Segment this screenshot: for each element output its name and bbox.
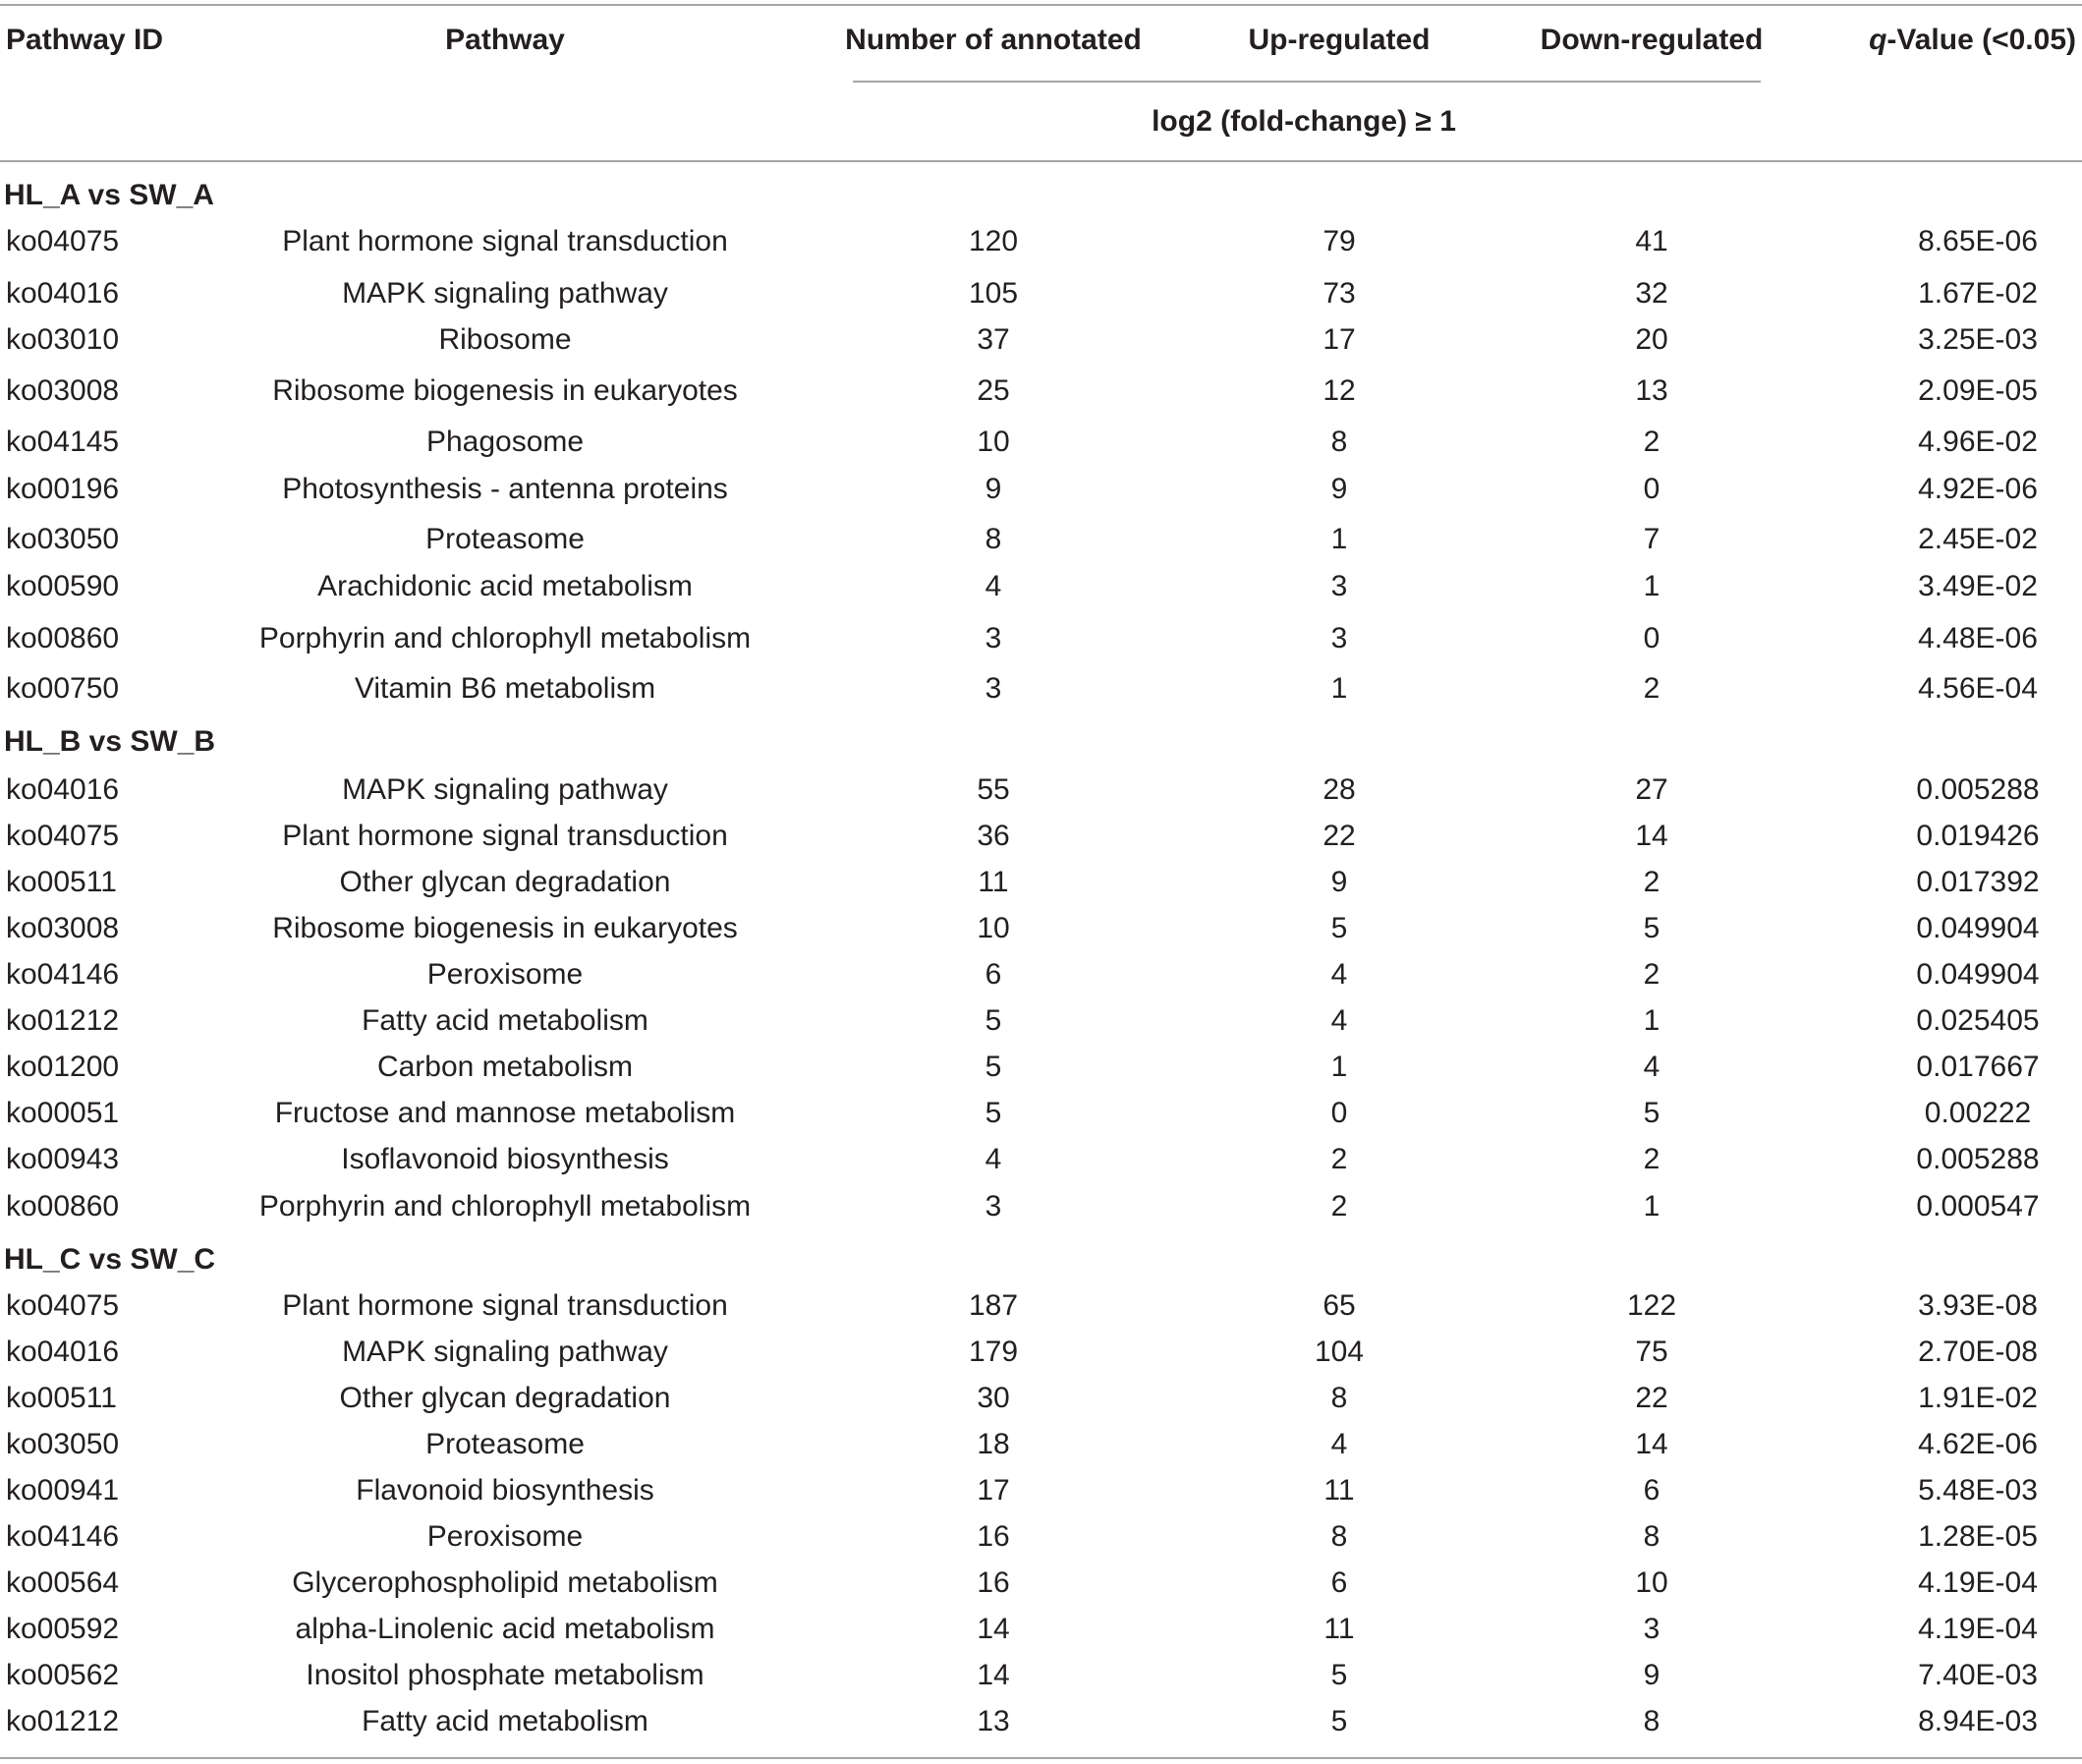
table-row: [0, 865, 2082, 904]
cell-pathway-id: ko00860: [6, 1190, 120, 1223]
cell-q-value: 0.049904: [1916, 912, 2040, 944]
cell-pathway-id: ko04146: [6, 1520, 120, 1553]
cell-annotated: 16: [977, 1520, 1010, 1553]
cell-pathway-id: ko03010: [6, 323, 120, 356]
table-row: [0, 621, 2082, 660]
table-row: [0, 472, 2082, 511]
cell-pathway-id: ko00941: [6, 1474, 120, 1507]
cell-pathway: Vitamin B6 metabolism: [354, 672, 656, 705]
cell-down-regulated: 2: [1643, 958, 1660, 991]
cell-pathway: Ribosome biogenesis in eukaryotes: [272, 912, 738, 944]
cell-down-regulated: 1: [1643, 1190, 1660, 1223]
cell-annotated: 11: [978, 866, 1009, 898]
cell-pathway-id: ko00511: [6, 1382, 117, 1414]
cell-up-regulated: 73: [1322, 277, 1356, 310]
cell-annotated: 30: [977, 1382, 1010, 1414]
cell-up-regulated: 104: [1314, 1336, 1365, 1368]
cell-q-value: 1.91E-02: [1918, 1382, 2038, 1414]
table-row: [0, 224, 2082, 263]
cell-q-value: 0.025405: [1916, 1004, 2040, 1037]
cell-q-value: 2.09E-05: [1918, 374, 2038, 407]
cell-pathway-id: ko00511: [6, 866, 117, 898]
cell-down-regulated: 1: [1643, 1004, 1660, 1037]
table-row: [0, 772, 2082, 812]
cell-down-regulated: 75: [1635, 1336, 1668, 1368]
cell-q-value: 4.56E-04: [1918, 672, 2038, 705]
cell-pathway-id: ko00051: [6, 1097, 120, 1129]
cell-pathway-id: ko00590: [6, 570, 120, 602]
cell-down-regulated: 5: [1643, 912, 1660, 944]
subheader-log2-fold-change: log2 (fold-change) ≥ 1: [1152, 105, 1456, 138]
table-row: [0, 1003, 2082, 1043]
cell-down-regulated: 1: [1643, 570, 1660, 602]
cell-pathway: Proteasome: [425, 523, 585, 555]
cell-up-regulated: 17: [1322, 323, 1356, 356]
table-row: [0, 569, 2082, 608]
cell-down-regulated: 20: [1635, 323, 1668, 356]
cell-pathway: Porphyrin and chlorophyll metabolism: [258, 622, 752, 654]
cell-down-regulated: 0: [1643, 622, 1660, 654]
cell-q-value: 7.40E-03: [1918, 1659, 2038, 1691]
cell-pathway-id: ko01200: [6, 1051, 120, 1083]
table-row: [0, 1612, 2082, 1651]
group-title: HL_B vs SW_B: [4, 725, 216, 758]
cell-pathway: alpha-Linolenic acid metabolism: [295, 1613, 715, 1645]
cell-pathway: Proteasome: [425, 1428, 585, 1460]
cell-annotated: 16: [977, 1566, 1010, 1599]
cell-up-regulated: 1: [1330, 523, 1348, 555]
cell-q-value: 0.005288: [1916, 773, 2040, 806]
cell-pathway-id: ko04075: [6, 225, 120, 257]
table-row: [0, 671, 2082, 711]
cell-pathway: Other glycan degradation: [339, 866, 671, 898]
cell-up-regulated: 5: [1330, 1705, 1348, 1737]
cell-pathway-id: ko00860: [6, 622, 120, 654]
cell-annotated: 105: [968, 277, 1019, 310]
cell-down-regulated: 2: [1643, 1143, 1660, 1175]
header-pathway-id: Pathway ID: [6, 24, 164, 56]
header-up-regulated: Up-regulated: [1248, 24, 1431, 56]
cell-pathway-id: ko03008: [6, 374, 120, 407]
cell-annotated: 37: [977, 323, 1010, 356]
cell-pathway: Photosynthesis - antenna proteins: [282, 473, 728, 505]
cell-pathway: Arachidonic acid metabolism: [317, 570, 693, 602]
cell-up-regulated: 4: [1330, 958, 1348, 991]
cell-down-regulated: 10: [1635, 1566, 1668, 1599]
cell-pathway-id: ko03050: [6, 1428, 120, 1460]
cell-annotated: 5: [985, 1051, 1002, 1083]
cell-up-regulated: 3: [1330, 570, 1348, 602]
table-row: [0, 276, 2082, 315]
cell-pathway: Fatty acid metabolism: [362, 1705, 648, 1737]
cell-q-value: 5.48E-03: [1918, 1474, 2038, 1507]
cell-pathway: MAPK signaling pathway: [342, 1336, 668, 1368]
header-q-italic: q: [1869, 24, 1887, 56]
table-row: [0, 1519, 2082, 1559]
cell-pathway: Plant hormone signal transduction: [282, 1289, 728, 1322]
cell-pathway-id: ko00592: [6, 1613, 120, 1645]
cell-pathway-id: ko00564: [6, 1566, 120, 1599]
cell-q-value: 2.70E-08: [1918, 1336, 2038, 1368]
cell-annotated: 55: [977, 773, 1010, 806]
cell-up-regulated: 3: [1330, 622, 1348, 654]
cell-q-value: 0.00222: [1924, 1097, 2032, 1129]
cell-q-value: 2.45E-02: [1918, 523, 2038, 555]
cell-q-value: 0.000547: [1916, 1190, 2040, 1223]
cell-up-regulated: 8: [1330, 1382, 1348, 1414]
cell-pathway: Other glycan degradation: [339, 1382, 671, 1414]
cell-annotated: 10: [977, 912, 1010, 944]
cell-annotated: 25: [977, 374, 1010, 407]
cell-q-value: 0.049904: [1916, 958, 2040, 991]
cell-q-value: 3.25E-03: [1918, 323, 2038, 356]
header-pathway: Pathway: [445, 24, 565, 56]
cell-down-regulated: 8: [1643, 1520, 1660, 1553]
cell-down-regulated: 32: [1635, 277, 1668, 310]
cell-down-regulated: 2: [1643, 672, 1660, 705]
table-row: [0, 1381, 2082, 1420]
header-q-suffix: -Value (<0.05): [1886, 24, 2076, 56]
table-row: [0, 1704, 2082, 1743]
cell-pathway-id: ko04075: [6, 1289, 120, 1322]
cell-pathway: Ribosome biogenesis in eukaryotes: [272, 374, 738, 407]
cell-annotated: 4: [985, 570, 1002, 602]
cell-annotated: 18: [977, 1428, 1010, 1460]
cell-pathway: Peroxisome: [426, 1520, 584, 1553]
cell-pathway-id: ko04016: [6, 1336, 120, 1368]
cell-q-value: 1.28E-05: [1918, 1520, 2038, 1553]
table-row: [0, 1142, 2082, 1181]
cell-up-regulated: 79: [1322, 225, 1356, 257]
cell-down-regulated: 2: [1643, 426, 1660, 458]
cell-annotated: 179: [968, 1336, 1019, 1368]
table-row: [0, 1473, 2082, 1512]
cell-up-regulated: 9: [1330, 473, 1348, 505]
cell-annotated: 3: [985, 672, 1002, 705]
cell-annotated: 13: [977, 1705, 1010, 1737]
cell-pathway-id: ko01212: [6, 1705, 120, 1737]
cell-down-regulated: 9: [1643, 1659, 1660, 1691]
cell-up-regulated: 5: [1330, 1659, 1348, 1691]
header-bottom-rule: [0, 160, 2082, 162]
header-down-regulated: Down-regulated: [1540, 24, 1764, 56]
cell-q-value: 0.005288: [1916, 1143, 2040, 1175]
cell-up-regulated: 11: [1323, 1474, 1355, 1507]
header-annotated: Number of annotated: [845, 24, 1142, 56]
cell-q-value: 4.19E-04: [1918, 1566, 2038, 1599]
table-row: [0, 522, 2082, 561]
cell-up-regulated: 9: [1330, 866, 1348, 898]
cell-up-regulated: 1: [1330, 1051, 1348, 1083]
cell-up-regulated: 12: [1322, 374, 1356, 407]
table-row: [0, 1427, 2082, 1466]
header-q-value: [1869, 23, 2076, 58]
cell-pathway-id: ko03008: [6, 912, 120, 944]
cell-pathway: Ribosome: [438, 323, 572, 356]
bottom-rule: [0, 1757, 2082, 1759]
cell-pathway: Fructose and mannose metabolism: [274, 1097, 736, 1129]
cell-annotated: 14: [977, 1659, 1010, 1691]
cell-annotated: 8: [985, 523, 1002, 555]
cell-down-regulated: 27: [1635, 773, 1668, 806]
cell-pathway-id: ko04075: [6, 820, 120, 852]
cell-q-value: 4.19E-04: [1918, 1613, 2038, 1645]
cell-q-value: 8.65E-06: [1918, 225, 2038, 257]
cell-down-regulated: 14: [1635, 820, 1668, 852]
cell-q-value: 4.92E-06: [1918, 473, 2038, 505]
table-row: [0, 425, 2082, 464]
table-row: [0, 322, 2082, 362]
table-row: [0, 373, 2082, 413]
table-row: [0, 911, 2082, 950]
table-row: [0, 1658, 2082, 1697]
cell-down-regulated: 122: [1626, 1289, 1677, 1322]
cell-pathway: Carbon metabolism: [376, 1051, 634, 1083]
cell-pathway: Fatty acid metabolism: [362, 1004, 648, 1037]
cell-pathway: Flavonoid biosynthesis: [356, 1474, 654, 1507]
cell-q-value: 3.49E-02: [1918, 570, 2038, 602]
table-row: [0, 1096, 2082, 1135]
cell-pathway: Peroxisome: [426, 958, 584, 991]
cell-up-regulated: 4: [1330, 1428, 1348, 1460]
cell-pathway-id: ko00750: [6, 672, 120, 705]
cell-annotated: 14: [977, 1613, 1010, 1645]
cell-pathway-id: ko04146: [6, 958, 120, 991]
cell-pathway: Glycerophospholipid metabolism: [292, 1566, 718, 1599]
cell-up-regulated: 65: [1322, 1289, 1356, 1322]
table-row: [0, 1565, 2082, 1605]
cell-pathway-id: ko04016: [6, 277, 120, 310]
cell-annotated: 120: [968, 225, 1019, 257]
table-row: [0, 1050, 2082, 1089]
cell-pathway: MAPK signaling pathway: [342, 773, 668, 806]
cell-annotated: 17: [977, 1474, 1010, 1507]
cell-up-regulated: 8: [1330, 426, 1348, 458]
cell-pathway: Inositol phosphate metabolism: [306, 1659, 704, 1691]
cell-down-regulated: 6: [1643, 1474, 1660, 1507]
group-title: HL_C vs SW_C: [4, 1243, 216, 1276]
cell-q-value: 4.48E-06: [1918, 622, 2038, 654]
cell-up-regulated: 28: [1322, 773, 1356, 806]
cell-down-regulated: 3: [1643, 1613, 1660, 1645]
cell-annotated: 36: [977, 820, 1010, 852]
cell-up-regulated: 22: [1322, 820, 1356, 852]
cell-pathway-id: ko04016: [6, 773, 120, 806]
cell-pathway-id: ko04145: [6, 426, 120, 458]
cell-q-value: 4.62E-06: [1918, 1428, 2038, 1460]
table-row: [0, 819, 2082, 858]
cell-up-regulated: 5: [1330, 912, 1348, 944]
cell-annotated: 3: [985, 1190, 1002, 1223]
cell-up-regulated: 4: [1330, 1004, 1348, 1037]
cell-down-regulated: 7: [1643, 523, 1660, 555]
cell-up-regulated: 6: [1330, 1566, 1348, 1599]
cell-down-regulated: 13: [1635, 374, 1668, 407]
cell-q-value: 8.94E-03: [1918, 1705, 2038, 1737]
cell-pathway: Plant hormone signal transduction: [282, 225, 728, 257]
cell-down-regulated: 22: [1635, 1382, 1668, 1414]
cell-pathway: Porphyrin and chlorophyll metabolism: [258, 1190, 752, 1223]
cell-pathway: Isoflavonoid biosynthesis: [341, 1143, 669, 1175]
top-rule: [0, 4, 2082, 6]
cell-down-regulated: 14: [1635, 1428, 1668, 1460]
cell-annotated: 3: [985, 622, 1002, 654]
cell-up-regulated: 0: [1330, 1097, 1348, 1129]
cell-up-regulated: 2: [1330, 1143, 1348, 1175]
cell-down-regulated: 5: [1643, 1097, 1660, 1129]
cell-pathway-id: ko00196: [6, 473, 120, 505]
cell-q-value: 1.67E-02: [1918, 277, 2038, 310]
cell-pathway-id: ko01212: [6, 1004, 120, 1037]
cell-q-value: 4.96E-02: [1918, 426, 2038, 458]
cell-pathway: MAPK signaling pathway: [342, 277, 668, 310]
cell-q-value: 0.017667: [1916, 1051, 2040, 1083]
cell-annotated: 9: [985, 473, 1002, 505]
cell-annotated: 4: [985, 1143, 1002, 1175]
cell-down-regulated: 41: [1635, 225, 1668, 257]
cell-up-regulated: 1: [1330, 672, 1348, 705]
cell-down-regulated: 4: [1643, 1051, 1660, 1083]
cell-annotated: 6: [985, 958, 1002, 991]
group-title: HL_A vs SW_A: [4, 179, 214, 211]
cell-pathway-id: ko00562: [6, 1659, 120, 1691]
cell-q-value: 0.017392: [1916, 866, 2040, 898]
cell-down-regulated: 0: [1643, 473, 1660, 505]
cell-q-value: 0.019426: [1916, 820, 2040, 852]
cell-annotated: 187: [968, 1289, 1019, 1322]
cell-annotated: 10: [977, 426, 1010, 458]
table-row: [0, 957, 2082, 996]
cell-annotated: 5: [985, 1004, 1002, 1037]
table-row: [0, 1335, 2082, 1374]
cell-up-regulated: 8: [1330, 1520, 1348, 1553]
cell-q-value: 3.93E-08: [1918, 1289, 2038, 1322]
cell-pathway: Phagosome: [425, 426, 585, 458]
cell-up-regulated: 2: [1330, 1190, 1348, 1223]
cell-pathway: Plant hormone signal transduction: [282, 820, 728, 852]
cell-annotated: 5: [985, 1097, 1002, 1129]
cell-pathway-id: ko03050: [6, 523, 120, 555]
cell-up-regulated: 11: [1323, 1613, 1355, 1645]
table-row: [0, 1189, 2082, 1228]
table-row: [0, 1288, 2082, 1328]
subheader-rule: [853, 81, 1761, 83]
cell-down-regulated: 2: [1643, 866, 1660, 898]
cell-pathway-id: ko00943: [6, 1143, 120, 1175]
cell-down-regulated: 8: [1643, 1705, 1660, 1737]
